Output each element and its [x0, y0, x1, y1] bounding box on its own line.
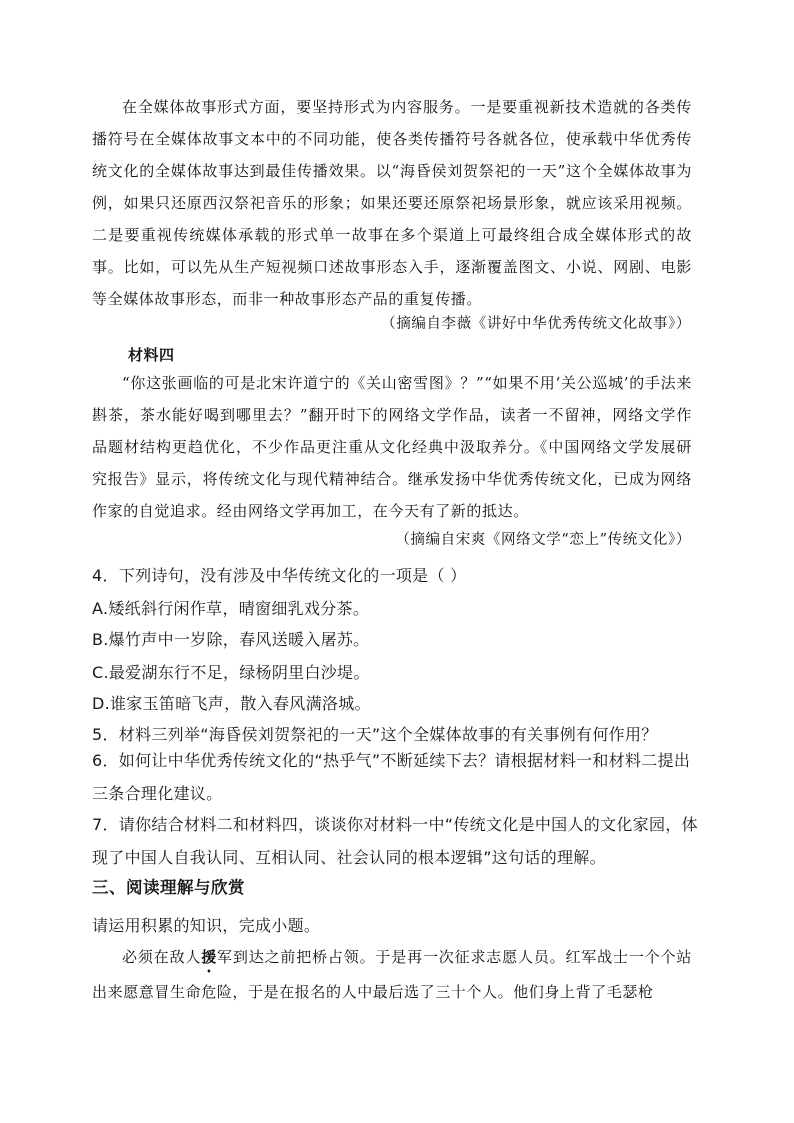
question-5: 5．材料三列举“海昏侯刘贺祭祀的一天”这个全媒体故事的有关事例有何作用？ [92, 725, 658, 744]
passage-text-after: 军到达之前把桥占领。于是再一次征求志愿人员。红军战士一个个站出来愿意冒生命危险，于是在报名的人中最后选了三十个人。他们身上背了毛瑟枪 [92, 948, 692, 1001]
question-7: 7．请你结合材料二和材料四，谈谈你对材料一中“传统文化是中国人的文化家园，体现了中国人自我认同、互相认同、社会认同的根本逻辑”这句话的理解。 [92, 815, 698, 867]
material4-heading: 材料四 [128, 346, 175, 364]
question-4: 4．下列诗句，没有涉及中华传统文化的一项是（ ） [92, 566, 467, 585]
material3-paragraph: 在全媒体故事形式方面，要坚持形式为内容服务。一是要重视新技术造就的各类传播符号在全媒体故事文本中的不同功能，使各类传播符号各就各位，使承载中华优秀传统文化的全媒体故事达到最佳传播效果。以“海昏侯刘贺祭祀的一天”这个全媒体故事为例，如果只还原西汉祭祀音乐的形象；如果还要还原祭祀场景形象，就应该采用视频。二是要重视传统媒体承载的形式单一故事在多个渠道上可最终组合成全媒体形式的故事。比如，可以先从生产短视频口述故事形态入手，逐渐覆盖图文、小说、网剧、电影等全媒体故事形态，而非一种故事形态产品的重复传播。 [92, 98, 692, 308]
section-3-passage [92, 941, 692, 1009]
question-6: 6．如何让中华优秀传统文化的“热乎气”不断延续下去？请根据材料一和材料二提出三条合理化建议。 [92, 751, 691, 803]
question-4-option-d: D.谁家玉笛暗飞声，散入春风满洛城。 [92, 694, 371, 713]
material4-citation: （摘编自宋爽《网络文学“恋上”传统文化》） [395, 532, 691, 548]
question-4-option-a: A.矮纸斜行闲作草，晴窗细乳戏分茶。 [92, 599, 370, 618]
section-3-heading: 三、阅读理解与欣赏 [92, 878, 245, 897]
question-4-option-c: C.最爱湖东行不足，绿杨阴里白沙堤。 [92, 663, 370, 682]
passage-emphasis-char: 援 [201, 948, 218, 966]
passage-text-before: 必须在敌人 [122, 948, 202, 966]
material4-paragraph: “你这张画临的可是北宋许道宁的《关山密雪图》？”“如果不用‘关公巡城’的手法来斟茶，茶水能好喝到哪里去？”翻开时下的网络文学作品，读者一不留神，网络文学作品题材结构更趋优化，不少作品更注重从文化经典中汲取养分。《中国网络文学发展研究报告》显示，将传统文化与现代精神结合。继承发扬中华优秀传统文化，已成为网络作家的自觉追求。经由网络文学再加工，在今天有了新的抵达。 [92, 374, 692, 520]
section-3-instruction: 请运用积累的知识，完成小题。 [92, 916, 321, 935]
material3-citation: （摘编自李薇《讲好中华优秀传统文化故事》） [381, 316, 691, 332]
question-4-option-b: B.爆竹声中一岁除，春风送暖入屠苏。 [92, 630, 370, 649]
